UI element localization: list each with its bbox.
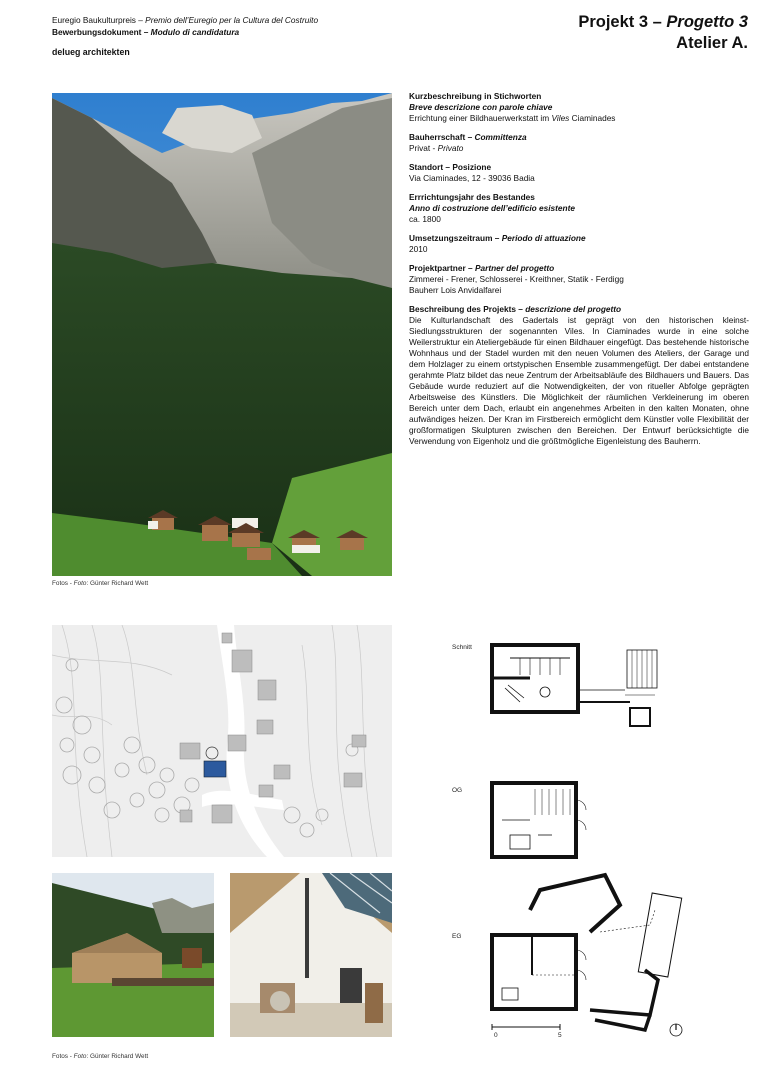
upper-floor-plan [480,775,610,865]
location-label: Standort – Posizione [409,162,492,172]
competition-line [52,14,318,26]
site-plan-drawing [52,625,392,857]
partners-value-2: Bauherr Lois Anvidalfarei [409,285,502,295]
location-it: Posizione [452,162,492,172]
document-it: Modulo di candidatura [150,27,240,37]
construction-year [409,192,749,225]
project-name: Atelier A. [676,34,748,52]
project-heading [578,12,748,54]
scale-five: 5 [558,1032,562,1039]
document-type-line [52,26,318,38]
site-plan [52,625,392,857]
project-info [409,91,749,455]
short-description-label: Kurzbeschreibung in Stichworten [409,91,542,101]
exterior-photo-image [52,873,214,1037]
partners [409,263,749,296]
period-it: Periodo di attuazione [501,233,586,243]
client-de: Bauherrschaft [409,132,466,142]
header-left [52,14,318,38]
landscape-photo-image [52,93,392,576]
short-description-label-it: Breve descrizione con parole chiave [409,102,553,112]
location-de: Standort [409,162,444,172]
caption-de: Fotos [52,580,68,587]
year-label-it: Anno di costruzione dell’edificio esistente [409,203,575,213]
period [409,233,749,255]
ground-floor-plan [480,870,700,1045]
interior-photo-image [230,873,392,1037]
client-value-it: Privato [437,143,464,153]
project-it: Progetto 3 [666,13,748,31]
photo-caption-top: Fotos - Foto: Günter Richard Wett [52,580,149,587]
partners-value-1: Zimmerei - Frener, Schlosserei - Kreithner, Statik - Ferdigg [409,274,624,284]
office-name: delueg architekten [52,47,130,57]
section-drawing [480,640,670,735]
sep: – [135,15,146,25]
competition-it: Premio dell’Euregio per la Cultura del Costruito [145,15,319,25]
sep: – [648,13,667,31]
year-label: Errrichtungsjahr des Bestandes [409,192,535,202]
caption-credit: : Günter Richard Wett [86,1053,149,1060]
upper-floor-label: OG [452,787,463,794]
client-label: Bauherrschaft – Committenza [409,132,527,142]
period-value: 2010 [409,244,428,254]
photo-caption-bottom: Fotos - Foto: Günter Richard Wett [52,1053,149,1060]
short-description [409,91,749,124]
period-label: Umsetzungszeitraum – Periodo di attuazione [409,233,586,243]
caption-it: Foto [73,1053,87,1060]
client-value-de: Privat [409,143,431,153]
ground-floor-label: EG [452,933,462,940]
project-description [409,304,749,447]
scale-zero: 0 [494,1032,498,1039]
short-value-c: Ciaminades [569,113,616,123]
period-de: Umsetzungszeitraum [409,233,493,243]
year-value: ca. 1800 [409,214,441,224]
exterior-photo [52,873,214,1037]
caption-de: Fotos [52,1053,68,1060]
caption-it: Foto [73,580,87,587]
short-value-b: Viles [551,113,570,123]
sep: – [141,27,151,37]
partners-it: Partner del progetto [474,263,555,273]
description-text: Die Kulturlandschaft des Gadertals ist geprägt von den historischen kleinst-Siedlungsstrukturen der sogenannten Viles. In Ciaminades wurde in eine solche Weilerstruktur ein Ateliergebäude für einen Bildhauer eingefügt. Das bestehende historische Wohnhaus und der Stadel wurden mit den neuen Volumen des Ateliers, der Garage und dem Holzlager zu einem ortstypischen Ensemble zusammengefügt. Der dabei entstandene gerahmte Platz bildet das neue Zentrum der Arbeitsabläufe des Bildhauers und Bauers. Das Gebäude wurde reduziert auf die Notwendigkeiten, der von ritueller Abfolge geprägten Arbeitsweise des Künstlers. Die Möglichkeit der räumlichen Verkleinerung im oberen Bereich unter dem Dach, erlaubt ein angenehmes Arbeiten in den kalten Monaten, ohne aufwändiges heizen. Der Kran im Firstbereich ermöglicht dem Künstler volle Flexibilität der großformatigen Skulpturen zwischen den Bereichen. Der Entwurf berücksichtigte die Verwendung von Eigenholz und die größtmögliche Eigenleistung des Bauherrn. [409,315,749,446]
description-label: Beschreibung des Projekts – descrizione del progetto [409,304,622,314]
section-label: Schnitt [452,644,472,651]
location [409,162,749,184]
location-value: Via Ciaminades, 12 - 39036 Badia [409,173,535,183]
upper-floor-svg [480,775,610,865]
description-it: descrizione del progetto [525,304,622,314]
caption-credit: : Günter Richard Wett [86,580,149,587]
short-value-a: Errichtung einer Bildhauerwerkstatt im [409,113,552,123]
description-de: Beschreibung des Projekts [409,304,516,314]
partners-de: Projektpartner [409,263,466,273]
project-de: Projekt 3 [578,13,649,31]
project-number [578,12,748,33]
client-it: Committenza [474,132,527,142]
section-svg [480,640,670,735]
landscape-photo [52,93,392,576]
interior-photo [230,873,392,1037]
short-description-value [409,113,749,124]
client [409,132,749,154]
client-value: Privat - Privato [409,143,464,153]
competition-de: Euregio Baukulturpreis [52,15,136,25]
document-de: Bewerbungsdokument [52,27,142,37]
ground-floor-svg [480,870,700,1045]
partners-label: Projektpartner – Partner del progetto [409,263,555,273]
